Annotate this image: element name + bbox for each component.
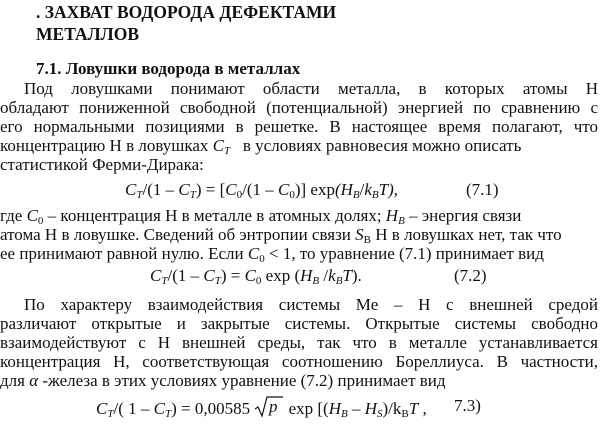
paragraph-line-with-math: для α -железа в этих условиях уравнение (7.2) принимает вид [0, 371, 446, 390]
equation-number: (7.1) [466, 180, 499, 199]
paragraph-line-with-math: атома Н в ловушке. Сведений об энтропии связи $S_B$ Н в ловушках нет, так что [0, 225, 562, 246]
text-segment: атома Н в ловушке. Сведений об энтропии связи [0, 225, 351, 244]
paragraph-line: его нормальными позициями в решетке. В настоящее время полагают, что [0, 117, 598, 136]
equation-7-2: $C_T/(1 - C_T) = C_0$ $\exp (H_B$ $/k_BT$). [150, 266, 362, 287]
svg-text:p: p [269, 397, 278, 416]
text-segment: < 1, то уравнение (7.1) принимает вид [268, 244, 544, 263]
text-segment: – энергия связи [409, 206, 522, 225]
paragraph-line: различают открытые и закрытые системы. Открытые системы свободно [0, 314, 598, 333]
equation-number: (7.2) [454, 266, 487, 285]
text-segment: где [0, 206, 23, 225]
paragraph-line: Под ловушками понимают области металла, в которых атомы Н [24, 79, 598, 98]
text-segment: концентрацию Н в ловушках [0, 136, 209, 155]
paragraph-line: обладают пониженной свободной (потенциальной) энергией по сравнению с [0, 98, 598, 117]
sqrt-symbol [254, 396, 284, 423]
paragraph-line: концентрация Н, соответствующая соотношению Бореллиуса. В частности, [0, 352, 598, 371]
text-segment: для [0, 371, 25, 390]
text-segment: ее принимают равной нулю. Если [0, 244, 244, 263]
paragraph-line-with-math: концентрацию Н в ловушках $C_T$ в условиях равновесия можно описать [0, 136, 522, 157]
text-segment: в условиях равновесия можно описать [242, 136, 522, 155]
text-segment: Н в ловушках нет, так что [375, 225, 562, 244]
equation-7-1: $C_T/(1 - C_T) = [C_0/(1 - C_0)]$ $\exp(H_B/k_BT)$, [125, 180, 399, 201]
equation-7-3: $C_T/$( $1 - C_T) = 0,00585$ p $\exp [(H_B - H_S)/k_BT$ , [96, 396, 427, 423]
paragraph-line-with-math: где $C_0$ – концентрация Н в металле в атомных долях; $H_B$ – энергия связи [0, 206, 522, 227]
equation-number: 7.3) [454, 396, 481, 415]
text-segment: – концентрация Н в металле в атомных долях; [47, 206, 382, 225]
chapter-title-line2: МЕТАЛЛОВ [36, 24, 139, 44]
paragraph-line: взаимодействуют с Н внешней среды, так что в металле устанавливается [0, 333, 598, 352]
paragraph-line-with-math: ее принимают равной нулю. Если $C_0 < 1$, то уравнение (7.1) принимает вид [0, 244, 544, 265]
text-segment: -железа в этих условиях уравнение (7.2) принимает вид [42, 371, 446, 390]
chapter-title-line1: . ЗАХВАТ ВОДОРОДА ДЕФЕКТАМИ [36, 2, 337, 22]
section-title: 7.1. Ловушки водорода в металлах [36, 59, 301, 78]
paragraph-line: По характеру взаимодействия системы Ме – Н с внешней средой [24, 295, 598, 314]
paragraph-line: статистикой Ферми-Дирака: [0, 155, 204, 174]
